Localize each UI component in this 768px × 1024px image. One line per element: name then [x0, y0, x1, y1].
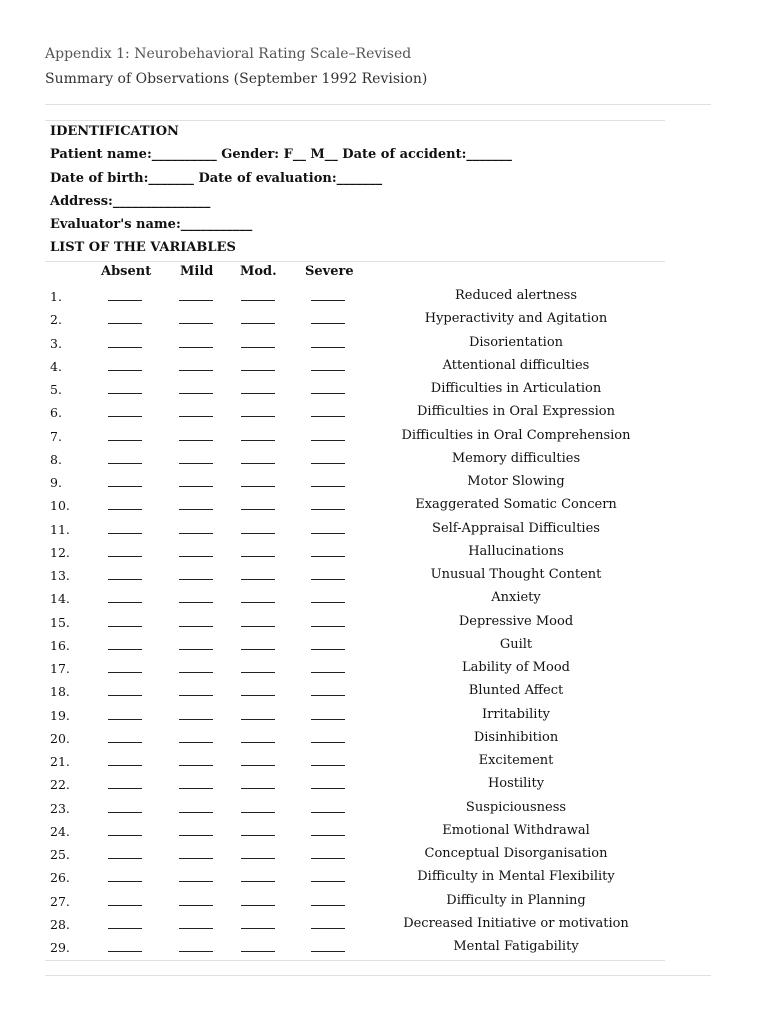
mild-blank[interactable]	[179, 835, 213, 836]
variable-label: Disinhibition	[473, 729, 559, 745]
moderate-blank[interactable]	[241, 881, 275, 882]
variable-number: 4.	[50, 358, 62, 374]
variable-label: Decreased Initiative or motivation	[403, 915, 629, 931]
variable-label: Anxiety	[491, 590, 541, 606]
variable-label: Hostility	[487, 776, 545, 792]
mild-blank[interactable]	[179, 602, 213, 603]
variable-number: 21.	[50, 754, 70, 769]
absent-blank[interactable]	[108, 672, 142, 673]
absent-blank[interactable]	[108, 742, 142, 743]
variable-row	[45, 287, 665, 309]
mild-blank[interactable]	[179, 626, 213, 627]
severe-blank[interactable]	[311, 812, 345, 813]
variable-label: Attentional difficulties	[442, 357, 590, 373]
moderate-blank[interactable]	[241, 719, 275, 720]
moderate-blank[interactable]	[241, 812, 275, 813]
variable-number: 6.	[50, 405, 62, 421]
mild-blank[interactable]	[179, 928, 213, 929]
moderate-blank[interactable]	[241, 556, 275, 557]
absent-blank[interactable]	[108, 579, 142, 580]
variable-number: 24.	[50, 823, 70, 839]
variable-row	[45, 706, 665, 728]
moderate-blank[interactable]	[241, 835, 275, 836]
absent-blank[interactable]	[108, 788, 142, 789]
mild-blank[interactable]	[179, 300, 213, 301]
mild-blank[interactable]	[179, 951, 213, 952]
severe-blank[interactable]	[311, 788, 345, 789]
variable-number: 1.	[50, 289, 62, 304]
variable-label: Reduced alertness	[454, 288, 578, 303]
severe-blank[interactable]	[311, 742, 345, 743]
mild-blank[interactable]	[179, 788, 213, 789]
table-top-border	[45, 120, 665, 121]
severe-blank[interactable]	[311, 905, 345, 906]
mild-blank[interactable]	[179, 370, 213, 371]
mild-blank[interactable]	[179, 579, 213, 580]
absent-blank[interactable]	[108, 695, 142, 696]
identification-heading: IDENTIFICATION	[50, 124, 179, 139]
variable-label: Memory difficulties	[451, 450, 581, 466]
absent-blank[interactable]	[108, 765, 142, 766]
variable-row	[45, 520, 665, 542]
variable-number: 7.	[50, 428, 62, 444]
absent-blank[interactable]	[108, 556, 142, 557]
variable-label: Difficulties in Oral Expression	[417, 404, 615, 420]
variable-row	[45, 915, 665, 937]
absent-blank[interactable]	[108, 928, 142, 929]
mild-blank[interactable]	[179, 742, 213, 743]
severe-blank[interactable]	[311, 626, 345, 627]
variable-label: Difficulties in Articulation	[430, 381, 602, 396]
variable-number: 27.	[50, 893, 70, 909]
severe-blank[interactable]	[311, 486, 345, 487]
variable-number: 23.	[50, 800, 70, 816]
variable-row	[45, 613, 665, 635]
variable-label: Suspiciousness	[465, 799, 567, 815]
absent-blank[interactable]	[108, 905, 142, 906]
variable-row	[45, 334, 665, 356]
variable-row	[45, 938, 665, 960]
absent-blank[interactable]	[108, 881, 142, 882]
variable-number: 10.	[50, 498, 70, 514]
moderate-blank[interactable]	[241, 416, 275, 417]
variable-number: 17.	[50, 661, 70, 676]
variable-label: Irritability	[481, 706, 551, 722]
mild-blank[interactable]	[179, 347, 213, 348]
absent-blank[interactable]	[108, 509, 142, 510]
severe-blank[interactable]	[311, 370, 345, 371]
mild-blank[interactable]	[179, 858, 213, 859]
severe-blank[interactable]	[311, 695, 345, 696]
variables-heading: LIST OF THE VARIABLES	[50, 240, 236, 255]
absent-blank[interactable]	[108, 649, 142, 650]
column-severe: Severe	[305, 264, 354, 279]
variable-row	[45, 845, 665, 867]
severe-blank[interactable]	[311, 602, 345, 603]
moderate-blank[interactable]	[241, 509, 275, 510]
variable-row	[45, 892, 665, 914]
bottom-divider	[45, 975, 711, 976]
absent-blank[interactable]	[108, 951, 142, 952]
variable-label: Excitement	[478, 753, 554, 768]
variable-number: 22.	[50, 777, 70, 793]
moderate-blank[interactable]	[241, 672, 275, 673]
variable-number: 29.	[50, 940, 70, 955]
variable-number: 11.	[50, 521, 70, 537]
variable-row	[45, 729, 665, 751]
moderate-blank[interactable]	[241, 323, 275, 324]
absent-blank[interactable]	[108, 533, 142, 534]
severe-blank[interactable]	[311, 323, 345, 324]
variable-row	[45, 682, 665, 704]
moderate-blank[interactable]	[241, 928, 275, 929]
variable-label: Exaggerated Somatic Concern	[415, 497, 617, 513]
column-mild: Mild	[180, 264, 214, 279]
variable-label: Emotional Withdrawal	[442, 822, 590, 838]
mild-blank[interactable]	[179, 672, 213, 673]
appendix-title: Appendix 1: Neurobehavioral Rating Scale–Revised	[45, 46, 412, 62]
variable-row	[45, 403, 665, 425]
moderate-blank[interactable]	[241, 765, 275, 766]
severe-blank[interactable]	[311, 416, 345, 417]
moderate-blank[interactable]	[241, 486, 275, 487]
severe-blank[interactable]	[311, 463, 345, 464]
mild-blank[interactable]	[179, 509, 213, 510]
variable-row	[45, 589, 665, 611]
absent-blank[interactable]	[108, 370, 142, 371]
absent-blank[interactable]	[108, 858, 142, 859]
absent-blank[interactable]	[108, 300, 142, 301]
variable-label: Self-Appraisal Difficulties	[432, 520, 600, 536]
moderate-blank[interactable]	[241, 533, 275, 534]
absent-blank[interactable]	[108, 323, 142, 324]
severe-blank[interactable]	[311, 347, 345, 348]
mild-blank[interactable]	[179, 719, 213, 720]
variable-number: 3.	[50, 335, 62, 351]
variable-row	[45, 636, 665, 658]
severe-blank[interactable]	[311, 579, 345, 580]
severe-blank[interactable]	[311, 509, 345, 510]
variable-label: Difficulty in Planning	[446, 892, 586, 908]
variable-row	[45, 543, 665, 565]
severe-blank[interactable]	[311, 533, 345, 534]
variable-label: Unusual Thought Content	[430, 567, 602, 582]
severe-blank[interactable]	[311, 719, 345, 720]
absent-blank[interactable]	[108, 486, 142, 487]
absent-blank[interactable]	[108, 416, 142, 417]
variable-label: Depressive Mood	[458, 613, 574, 629]
mild-blank[interactable]	[179, 416, 213, 417]
severe-blank[interactable]	[311, 672, 345, 673]
variable-row	[45, 868, 665, 890]
variable-number: 8.	[50, 451, 62, 467]
column-moderate: Mod.	[240, 264, 277, 279]
mild-blank[interactable]	[179, 649, 213, 650]
mild-blank[interactable]	[179, 393, 213, 394]
moderate-blank[interactable]	[241, 649, 275, 650]
absent-blank[interactable]	[108, 602, 142, 603]
variable-row	[45, 427, 665, 449]
severe-blank[interactable]	[311, 649, 345, 650]
variable-row	[45, 752, 665, 774]
variable-row	[45, 380, 665, 402]
moderate-blank[interactable]	[241, 626, 275, 627]
mild-blank[interactable]	[179, 556, 213, 557]
absent-blank[interactable]	[108, 463, 142, 464]
variable-label: Mental Fatigability	[453, 939, 579, 954]
variable-number: 20.	[50, 730, 70, 746]
moderate-blank[interactable]	[241, 788, 275, 789]
mild-blank[interactable]	[179, 463, 213, 464]
moderate-blank[interactable]	[241, 742, 275, 743]
variable-label: Hallucinations	[468, 543, 564, 559]
table-bottom-border	[45, 960, 665, 961]
evaluator-line: Evaluator's name:___________	[50, 217, 253, 232]
dates-line: Date of birth:_______ Date of evaluation:_______	[50, 171, 383, 186]
mild-blank[interactable]	[179, 486, 213, 487]
variable-number: 9.	[50, 475, 62, 490]
variable-row	[45, 775, 665, 797]
variable-row	[45, 822, 665, 844]
variable-label: Guilt	[499, 636, 533, 652]
moderate-blank[interactable]	[241, 579, 275, 580]
variable-number: 18.	[50, 684, 70, 700]
variable-number: 13.	[50, 568, 70, 583]
variable-number: 25.	[50, 847, 70, 862]
column-absent: Absent	[101, 264, 152, 279]
severe-blank[interactable]	[311, 928, 345, 929]
variable-number: 19.	[50, 707, 70, 723]
variable-row	[45, 496, 665, 518]
patient-info-line: Patient name:__________ Gender: F__ M__ Date of accident:_______	[50, 147, 512, 162]
moderate-blank[interactable]	[241, 393, 275, 394]
top-divider	[45, 104, 711, 105]
mild-blank[interactable]	[179, 765, 213, 766]
severe-blank[interactable]	[311, 300, 345, 301]
severe-blank[interactable]	[311, 881, 345, 882]
variable-number: 26.	[50, 870, 70, 886]
variable-row	[45, 473, 665, 495]
mild-blank[interactable]	[179, 440, 213, 441]
moderate-blank[interactable]	[241, 695, 275, 696]
severe-blank[interactable]	[311, 765, 345, 766]
moderate-blank[interactable]	[241, 370, 275, 371]
absent-blank[interactable]	[108, 626, 142, 627]
variable-label: Conceptual Disorganisation	[424, 846, 608, 861]
moderate-blank[interactable]	[241, 347, 275, 348]
severe-blank[interactable]	[311, 556, 345, 557]
variable-label: Motor Slowing	[467, 474, 565, 489]
absent-blank[interactable]	[108, 347, 142, 348]
variable-row	[45, 566, 665, 588]
variable-number: 12.	[50, 544, 70, 560]
mild-blank[interactable]	[179, 695, 213, 696]
severe-blank[interactable]	[311, 835, 345, 836]
variable-number: 2.	[50, 312, 62, 328]
variable-row	[45, 799, 665, 821]
variables-divider	[45, 261, 665, 262]
variable-row	[45, 310, 665, 332]
variable-number: 14.	[50, 591, 70, 607]
appendix-subtitle: Summary of Observations (September 1992 Revision)	[45, 71, 428, 87]
variable-label: Hyperactivity and Agitation	[424, 311, 608, 327]
moderate-blank[interactable]	[241, 951, 275, 952]
variable-row	[45, 450, 665, 472]
moderate-blank[interactable]	[241, 440, 275, 441]
moderate-blank[interactable]	[241, 905, 275, 906]
variable-label: Blunted Affect	[468, 683, 564, 699]
variable-row	[45, 659, 665, 681]
variable-label: Lability of Mood	[462, 660, 570, 675]
variable-label: Difficulty in Mental Flexibility	[417, 869, 615, 885]
mild-blank[interactable]	[179, 881, 213, 882]
mild-blank[interactable]	[179, 533, 213, 534]
mild-blank[interactable]	[179, 323, 213, 324]
mild-blank[interactable]	[179, 812, 213, 813]
variable-label: Difficulties in Oral Comprehension	[401, 427, 631, 443]
severe-blank[interactable]	[311, 858, 345, 859]
severe-blank[interactable]	[311, 951, 345, 952]
severe-blank[interactable]	[311, 440, 345, 441]
variable-number: 16.	[50, 637, 70, 653]
absent-blank[interactable]	[108, 812, 142, 813]
moderate-blank[interactable]	[241, 602, 275, 603]
variable-row	[45, 357, 665, 379]
absent-blank[interactable]	[108, 719, 142, 720]
address-line: Address:_______________	[50, 194, 211, 209]
moderate-blank[interactable]	[241, 300, 275, 301]
moderate-blank[interactable]	[241, 858, 275, 859]
absent-blank[interactable]	[108, 440, 142, 441]
absent-blank[interactable]	[108, 835, 142, 836]
absent-blank[interactable]	[108, 393, 142, 394]
variable-label: Disorientation	[468, 334, 564, 350]
variable-number: 5.	[50, 382, 62, 397]
mild-blank[interactable]	[179, 905, 213, 906]
variable-number: 15.	[50, 614, 70, 630]
variable-number: 28.	[50, 916, 70, 932]
moderate-blank[interactable]	[241, 463, 275, 464]
severe-blank[interactable]	[311, 393, 345, 394]
